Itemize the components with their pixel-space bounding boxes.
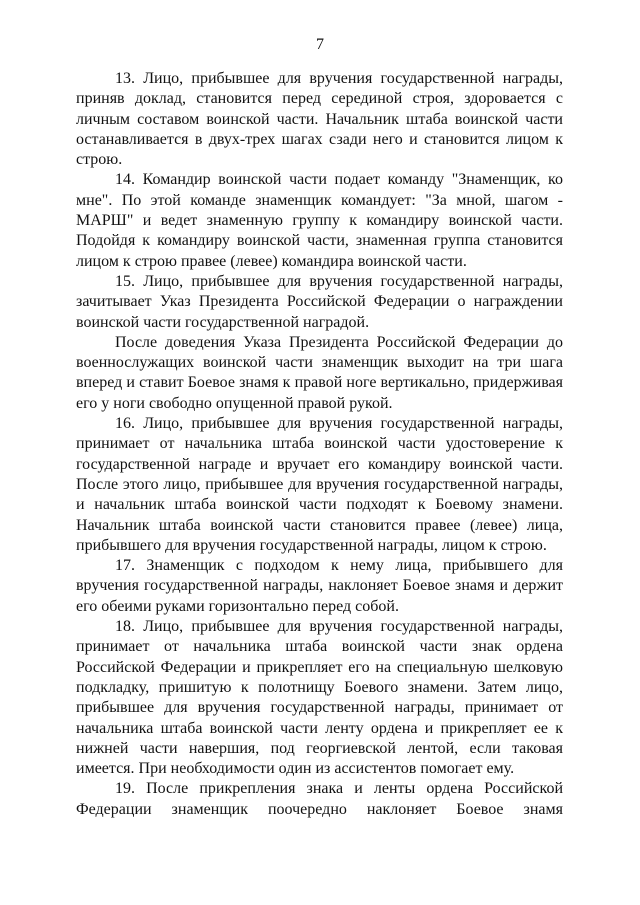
paragraph-15: 15. Лицо, прибывшее для вручения государственной награды, зачитывает Указ Президента Российской Федерации о награждении воинской части государственной наградой.	[76, 272, 563, 331]
paragraph-16: 16. Лицо, прибывшее для вручения государственной награды, принимает от начальника штаба воинской части удостоверение к государственной награде и вручает его командиру воинской части. После этого лицо, прибывшее для вручения государственной награды, и начальник штаба воинской части подходят к Боевому знамени. Начальник штаба воинской части становится правее (левее) лица, прибывшего для вручения государственной награды, лицом к строю.	[76, 415, 563, 554]
paragraph-19: 19. После прикрепления знака и ленты ордена Российской Федерации знаменщик поочередно наклоняет Боевое знамя	[76, 780, 563, 818]
paragraph-15-continued: После доведения Указа Президента Российской Федерации до военнослужащих воинской части знаменщик выходит на три шага вперед и ставит Боевое знамя к правой ноге вертикально, придерживая его у ноги свободно опущенной правой рукой.	[76, 333, 563, 412]
paragraph-14: 14. Командир воинской части подает команду "Знаменщик, ко мне". По этой команде знаменщик командует: "За мной, шагом - МАРШ" и ведет знаменную группу к командиру воинской части. Подойдя к командиру воинской части, знаменная группа становится лицом к строю правее (левее) командира воинской части.	[76, 171, 563, 270]
document-body	[76, 69, 563, 820]
page-number: 7	[316, 36, 324, 53]
paragraph-13: 13. Лицо, прибывшее для вручения государственной награды, приняв доклад, становится перед серединой строя, здоровается с личным составом воинской части. Начальник штаба воинской части останавливается в двух-трех шагах сзади него и становится лицом к строю.	[76, 70, 563, 169]
paragraph-17: 17. Знаменщик с подходом к нему лица, прибывшего для вручения государственной награды, наклоняет Боевое знамя и держит его обеими руками горизонтально перед собой.	[76, 557, 563, 615]
paragraph-18: 18. Лицо, прибывшее для вручения государственной награды, принимает от начальника штаба воинской части знак ордена Российской Федерации и прикрепляет его на специальную шелковую подкладку, пришитую к полотнищу Боевого знамени. Затем лицо, прибывшее для вручения государственной награды, принимает от начальника штаба воинской части ленту ордена и прикрепляет ее к нижней части навершия, под георгиевской лентой, если таковая имеется. При необходимости один из ассистентов помогает ему.	[76, 618, 563, 778]
